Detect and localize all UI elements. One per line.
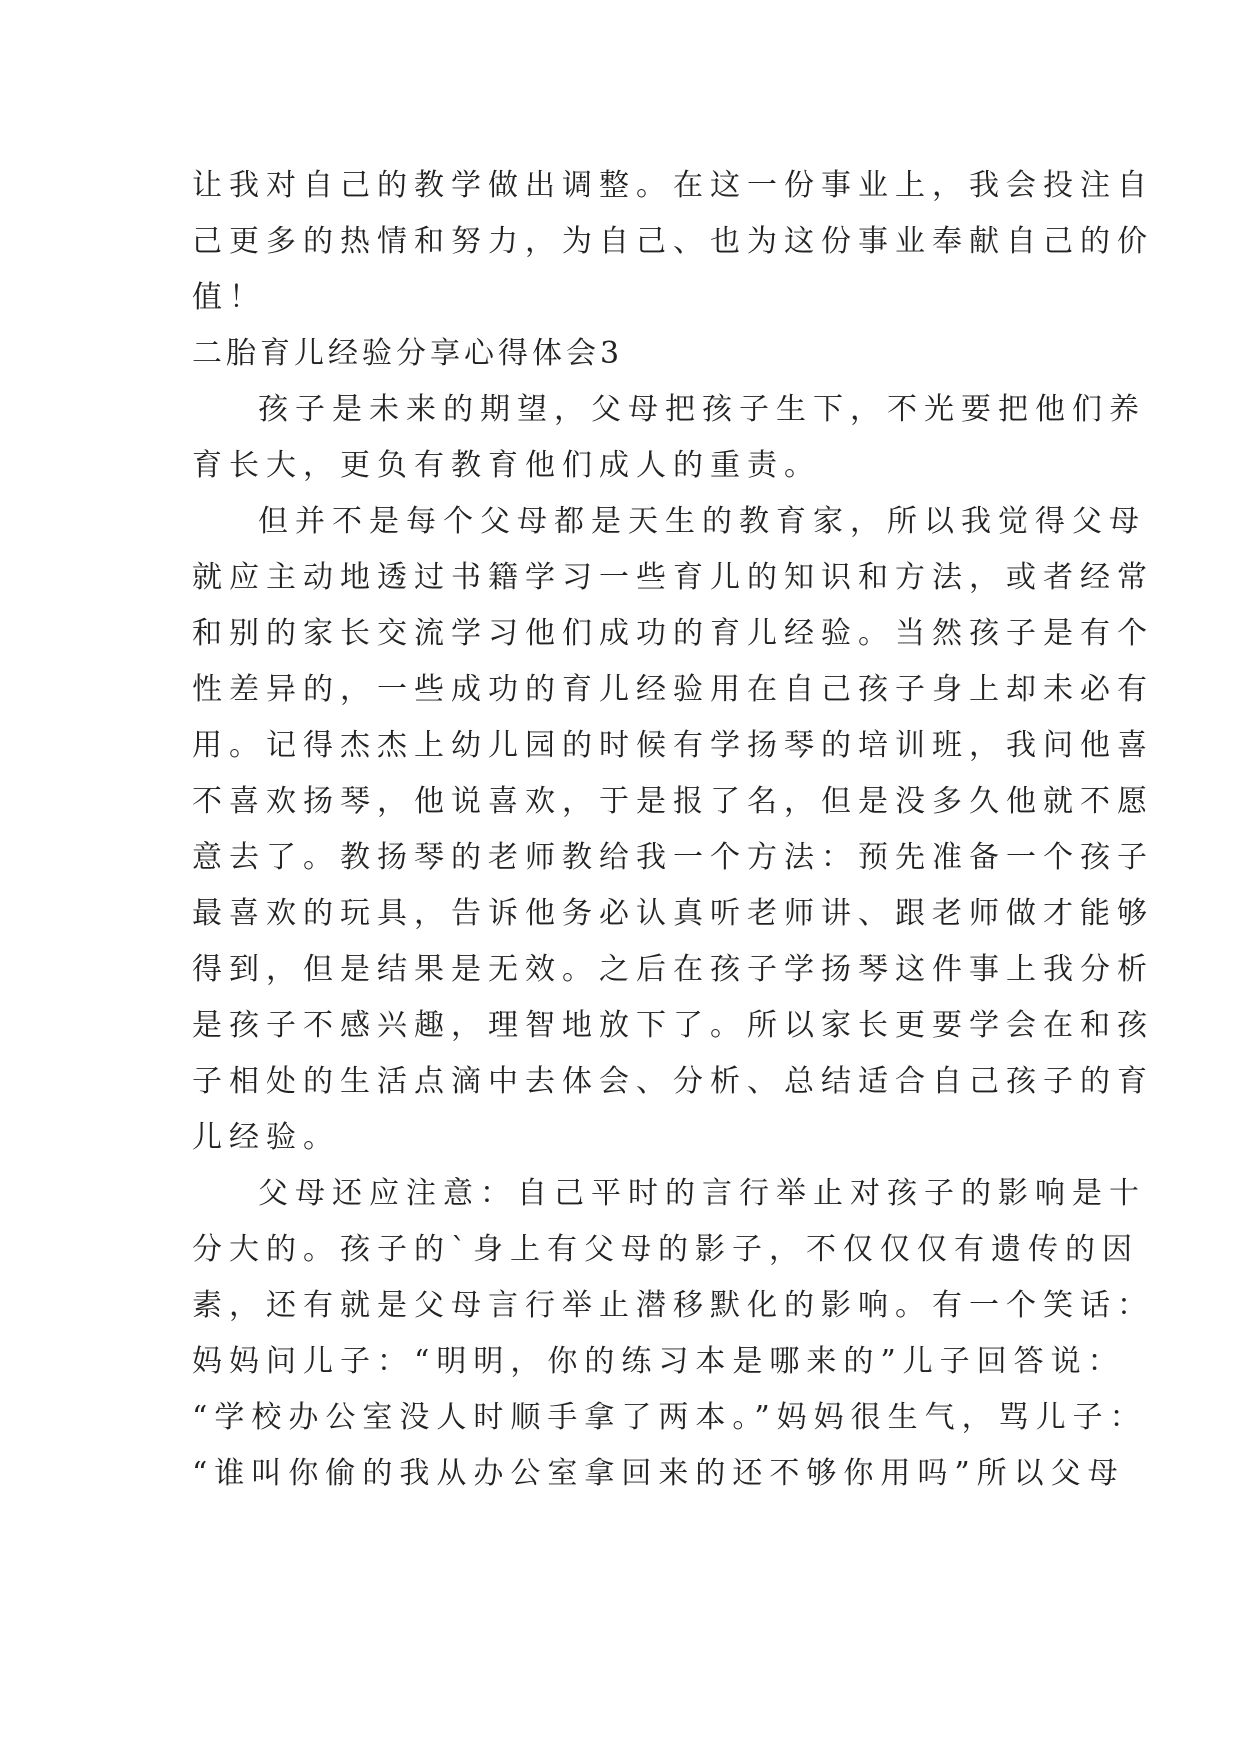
paragraph-3 [192, 1166, 1154, 1502]
text-line: 父母还应注意：自己平时的言行举止对孩子的影响是十 [258, 1176, 1146, 1211]
text-line: 得到，但是结果是无效。之后在孩子学扬琴这件事上我分析 [192, 952, 1154, 987]
text-line: 让我对自己的教学做出调整。在这一份事业上，我会投注自 [192, 168, 1154, 203]
text-line: 就应主动地透过书籍学习一些育儿的知识和方法，或者经常 [192, 560, 1154, 595]
text-line: 不喜欢扬琴，他说喜欢，于是报了名，但是没多久他就不愿 [192, 784, 1154, 819]
text-line: 性差异的，一些成功的育儿经验用在自己孩子身上却未必有 [192, 672, 1154, 707]
continuation-paragraph [192, 158, 1154, 326]
text-line: “学校办公室没人时顺手拿了两本。”妈妈很生气，骂儿子： [192, 1400, 1147, 1435]
text-line: 意去了。教扬琴的老师教给我一个方法：预先准备一个孩子 [192, 840, 1154, 875]
paragraph-1 [192, 382, 1146, 494]
document-body [192, 158, 1154, 1502]
text-line: 是孩子不感兴趣，理智地放下了。所以家长更要学会在和孩 [192, 1008, 1154, 1043]
text-line: 子相处的生活点滴中去体会、分析、总结适合自己孩子的育 [192, 1064, 1154, 1099]
paragraph-2 [192, 494, 1154, 1166]
text-line: 孩子是未来的期望，父母把孩子生下，不光要把他们养 [258, 392, 1146, 427]
text-line: 值！ [192, 280, 266, 315]
text-line: “谁叫你偷的我从办公室拿回来的还不够你用吗”所以父母 [192, 1456, 1125, 1491]
text-line: 儿经验。 [192, 1120, 340, 1155]
section-heading: 二胎育儿经验分享心得体会3 [192, 336, 624, 371]
text-line: 己更多的热情和努力，为自己、也为这份事业奉献自己的价 [192, 224, 1154, 259]
text-line: 分大的。孩子的`身上有父母的影子，不仅仅仅有遗传的因 [192, 1232, 1139, 1267]
text-line: 育长大，更负有教育他们成人的重责。 [192, 448, 821, 483]
text-line: 最喜欢的玩具，告诉他务必认真听老师讲、跟老师做才能够 [192, 896, 1154, 931]
text-line: 素，还有就是父母言行举止潜移默化的影响。有一个笑话： [192, 1288, 1154, 1323]
text-line: 用。记得杰杰上幼儿园的时候有学扬琴的培训班，我问他喜 [192, 728, 1154, 763]
text-line: 和别的家长交流学习他们成功的育儿经验。当然孩子是有个 [192, 616, 1154, 651]
text-line: 妈妈问儿子：“明明，你的练习本是哪来的”儿子回答说： [192, 1344, 1125, 1379]
text-line: 但并不是每个父母都是天生的教育家，所以我觉得父母 [258, 504, 1146, 539]
